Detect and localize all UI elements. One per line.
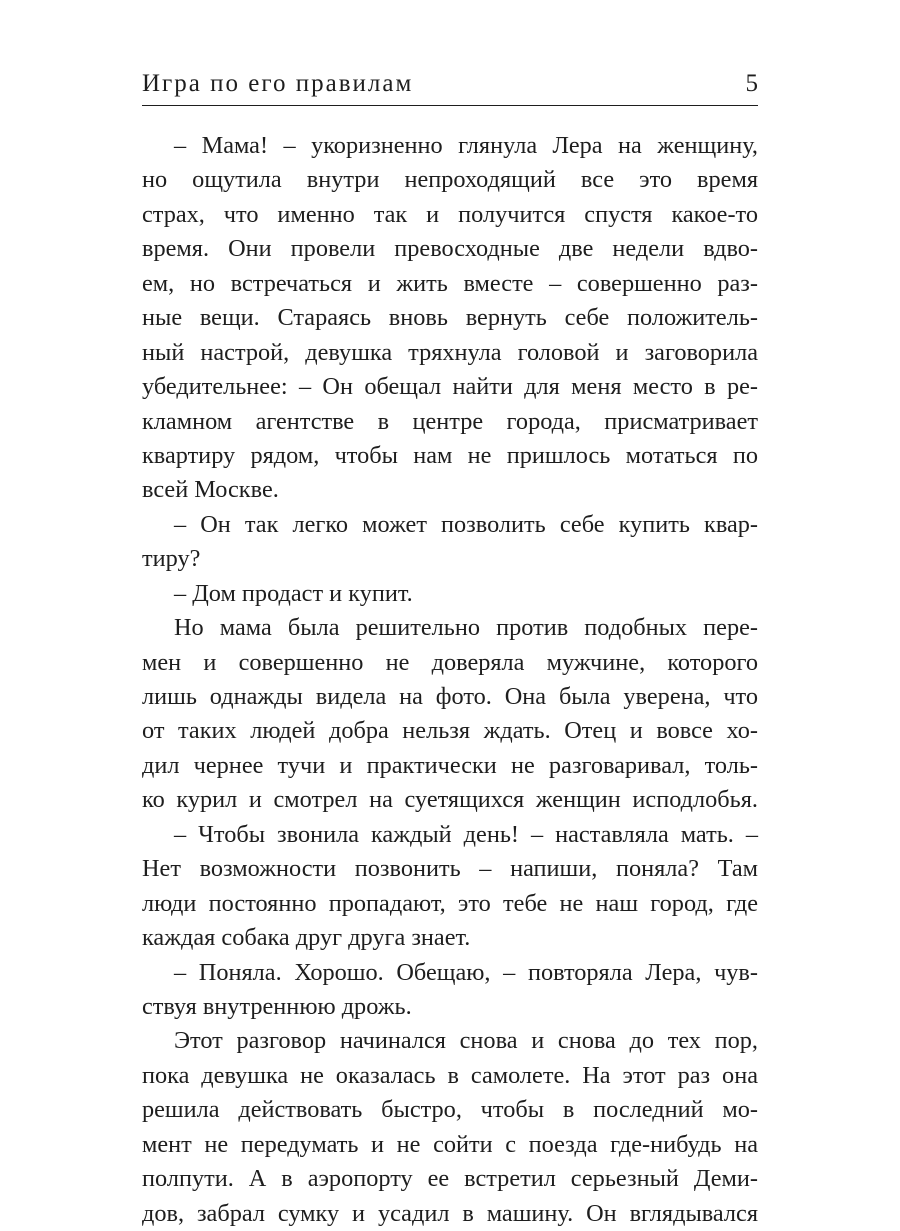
text-line: от таких людей добра нельзя ждать. Отец и вовсе хо- (142, 717, 758, 745)
text-line: Этот разговор начинался снова и снова до тех пор, (174, 1027, 758, 1055)
text-line: ем, но встречаться и жить вместе – совершенно раз- (142, 269, 758, 297)
running-header (142, 64, 758, 104)
text-line: дил чернее тучи и практически не разговаривал, толь- (142, 751, 758, 779)
text-line: – Он так легко может позволить себе купить квар- (174, 510, 758, 538)
running-title: Игра по его правилам (142, 70, 414, 97)
text-line: всей Москве. (142, 476, 279, 504)
text-line: решила действовать быстро, чтобы в последний мо- (142, 1096, 758, 1124)
text-line: кламном агентстве в центре города, присматривает (142, 407, 758, 435)
text-line: время. Они провели превосходные две недели вдво- (142, 235, 758, 263)
page-number: 5 (745, 70, 758, 97)
text-line: но ощутила внутри непроходящий все это время (142, 166, 758, 194)
text-line: Нет возможности позвонить – напиши, поняла? Там (142, 855, 758, 883)
header-rule (142, 105, 758, 106)
text-line: убедительнее: – Он обещал найти для меня место в ре- (142, 373, 758, 401)
text-line: – Чтобы звонила каждый день! – наставляла мать. – (174, 820, 758, 848)
text-line: полпути. А в аэропорту ее встретил серьезный Деми- (142, 1165, 758, 1193)
text-line: пока девушка не оказалась в самолете. На этот раз она (142, 1061, 758, 1089)
text-line: – Дом продаст и купит. (174, 579, 413, 607)
text-line: мен и совершенно не доверяла мужчине, которого (142, 648, 758, 676)
text-line: – Поняла. Хорошо. Обещаю, – повторяла Лера, чув- (174, 958, 758, 986)
text-line: Но мама была решительно против подобных пере- (174, 614, 758, 642)
text-line: ный настрой, девушка тряхнула головой и заговорила (142, 338, 758, 366)
body-text (142, 129, 758, 1231)
text-line: ко курил и смотрел на суетящихся женщин исподлобья. (142, 786, 758, 814)
text-line: мент не передумать и не сойти с поезда где-нибудь на (142, 1130, 758, 1158)
text-line: каждая собака друг друга знает. (142, 924, 471, 952)
text-line: ствуя внутреннюю дрожь. (142, 992, 412, 1020)
text-line: лишь однажды видела на фото. Она была уверена, что (142, 683, 758, 710)
text-line: страх, что именно так и получится спустя какое-то (142, 200, 758, 228)
text-line: – Мама! – укоризненно глянула Лера на женщину, (174, 132, 758, 159)
text-line: ные вещи. Стараясь вновь вернуть себе положитель- (142, 304, 758, 332)
text-line: квартиру рядом, чтобы нам не пришлось мотаться по (142, 441, 758, 469)
text-line: тиру? (142, 545, 201, 573)
text-line: дов, забрал сумку и усадил в машину. Он вглядывался (142, 1199, 758, 1227)
text-line: люди постоянно пропадают, это тебе не наш город, где (142, 889, 758, 917)
